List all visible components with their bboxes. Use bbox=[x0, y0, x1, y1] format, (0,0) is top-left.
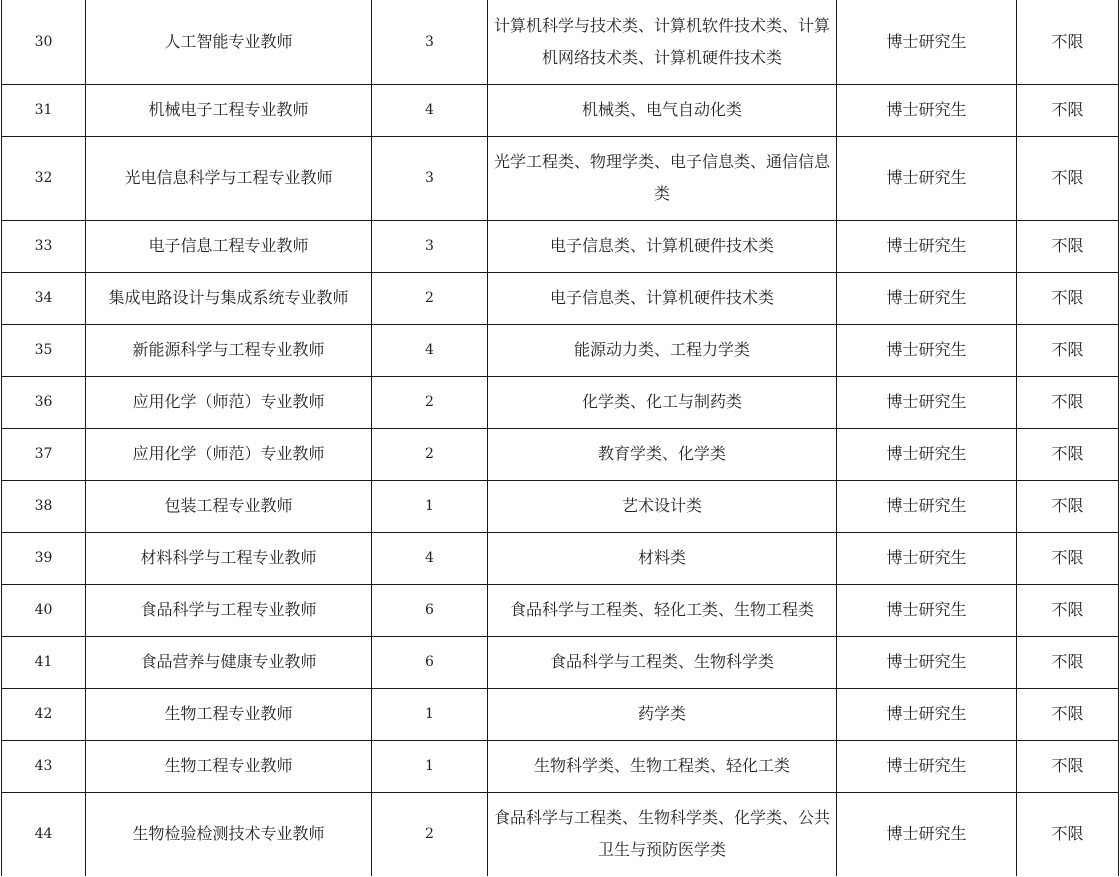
headcount-cell: 3 bbox=[372, 136, 488, 220]
education-cell: 博士研究生 bbox=[837, 220, 1017, 272]
major-cell: 计算机科学与技术类、计算机软件技术类、计算机网络技术类、计算机硬件技术类 bbox=[488, 0, 837, 84]
position-cell: 人工智能专业教师 bbox=[86, 0, 372, 84]
major-cell: 艺术设计类 bbox=[488, 480, 837, 532]
requirement-cell: 不限 bbox=[1017, 376, 1119, 428]
position-cell: 食品科学与工程专业教师 bbox=[86, 584, 372, 636]
position-cell: 机械电子工程专业教师 bbox=[86, 84, 372, 136]
table-row bbox=[2, 272, 1119, 324]
headcount-cell: 2 bbox=[372, 428, 488, 480]
major-cell: 能源动力类、工程力学类 bbox=[488, 324, 837, 376]
row-number-cell: 42 bbox=[2, 688, 86, 740]
table-row bbox=[2, 688, 1119, 740]
education-cell: 博士研究生 bbox=[837, 792, 1017, 876]
position-cell: 电子信息工程专业教师 bbox=[86, 220, 372, 272]
education-cell: 博士研究生 bbox=[837, 84, 1017, 136]
table-row bbox=[2, 220, 1119, 272]
position-cell: 光电信息科学与工程专业教师 bbox=[86, 136, 372, 220]
row-number-cell: 35 bbox=[2, 324, 86, 376]
requirement-cell: 不限 bbox=[1017, 584, 1119, 636]
requirement-cell: 不限 bbox=[1017, 428, 1119, 480]
education-cell: 博士研究生 bbox=[837, 532, 1017, 584]
major-cell: 药学类 bbox=[488, 688, 837, 740]
headcount-cell: 6 bbox=[372, 584, 488, 636]
major-cell: 食品科学与工程类、生物科学类、化学类、公共卫生与预防医学类 bbox=[488, 792, 837, 876]
education-cell: 博士研究生 bbox=[837, 480, 1017, 532]
education-cell: 博士研究生 bbox=[837, 428, 1017, 480]
table-row bbox=[2, 792, 1119, 876]
row-number-cell: 32 bbox=[2, 136, 86, 220]
education-cell: 博士研究生 bbox=[837, 136, 1017, 220]
position-cell: 应用化学（师范）专业教师 bbox=[86, 428, 372, 480]
major-cell: 生物科学类、生物工程类、轻化工类 bbox=[488, 740, 837, 792]
row-number-cell: 34 bbox=[2, 272, 86, 324]
table-row bbox=[2, 480, 1119, 532]
education-cell: 博士研究生 bbox=[837, 272, 1017, 324]
position-cell: 应用化学（师范）专业教师 bbox=[86, 376, 372, 428]
major-cell: 食品科学与工程类、轻化工类、生物工程类 bbox=[488, 584, 837, 636]
major-cell: 化学类、化工与制药类 bbox=[488, 376, 837, 428]
row-number-cell: 43 bbox=[2, 740, 86, 792]
table-row bbox=[2, 376, 1119, 428]
position-cell: 集成电路设计与集成系统专业教师 bbox=[86, 272, 372, 324]
education-cell: 博士研究生 bbox=[837, 0, 1017, 84]
row-number-cell: 30 bbox=[2, 0, 86, 84]
major-cell: 电子信息类、计算机硬件技术类 bbox=[488, 220, 837, 272]
education-cell: 博士研究生 bbox=[837, 688, 1017, 740]
position-cell: 食品营养与健康专业教师 bbox=[86, 636, 372, 688]
headcount-cell: 6 bbox=[372, 636, 488, 688]
headcount-cell: 2 bbox=[372, 792, 488, 876]
major-cell: 教育学类、化学类 bbox=[488, 428, 837, 480]
requirement-cell: 不限 bbox=[1017, 0, 1119, 84]
requirement-cell: 不限 bbox=[1017, 532, 1119, 584]
requirement-cell: 不限 bbox=[1017, 220, 1119, 272]
requirement-cell: 不限 bbox=[1017, 84, 1119, 136]
requirement-cell: 不限 bbox=[1017, 136, 1119, 220]
education-cell: 博士研究生 bbox=[837, 740, 1017, 792]
row-number-cell: 36 bbox=[2, 376, 86, 428]
headcount-cell: 1 bbox=[372, 480, 488, 532]
position-cell: 新能源科学与工程专业教师 bbox=[86, 324, 372, 376]
education-cell: 博士研究生 bbox=[837, 584, 1017, 636]
table-row bbox=[2, 428, 1119, 480]
requirement-cell: 不限 bbox=[1017, 688, 1119, 740]
requirement-cell: 不限 bbox=[1017, 324, 1119, 376]
row-number-cell: 44 bbox=[2, 792, 86, 876]
table-row bbox=[2, 84, 1119, 136]
headcount-cell: 2 bbox=[372, 376, 488, 428]
headcount-cell: 4 bbox=[372, 532, 488, 584]
education-cell: 博士研究生 bbox=[837, 376, 1017, 428]
table-row bbox=[2, 740, 1119, 792]
recruitment-table bbox=[1, 0, 1119, 876]
table-row bbox=[2, 136, 1119, 220]
headcount-cell: 1 bbox=[372, 688, 488, 740]
headcount-cell: 2 bbox=[372, 272, 488, 324]
headcount-cell: 3 bbox=[372, 220, 488, 272]
requirement-cell: 不限 bbox=[1017, 792, 1119, 876]
table-row bbox=[2, 324, 1119, 376]
headcount-cell: 1 bbox=[372, 740, 488, 792]
row-number-cell: 31 bbox=[2, 84, 86, 136]
row-number-cell: 37 bbox=[2, 428, 86, 480]
row-number-cell: 33 bbox=[2, 220, 86, 272]
row-number-cell: 39 bbox=[2, 532, 86, 584]
major-cell: 机械类、电气自动化类 bbox=[488, 84, 837, 136]
position-cell: 生物工程专业教师 bbox=[86, 688, 372, 740]
education-cell: 博士研究生 bbox=[837, 636, 1017, 688]
position-cell: 材料科学与工程专业教师 bbox=[86, 532, 372, 584]
table-row bbox=[2, 532, 1119, 584]
requirement-cell: 不限 bbox=[1017, 480, 1119, 532]
headcount-cell: 3 bbox=[372, 0, 488, 84]
position-cell: 生物工程专业教师 bbox=[86, 740, 372, 792]
position-cell: 生物检验检测技术专业教师 bbox=[86, 792, 372, 876]
row-number-cell: 41 bbox=[2, 636, 86, 688]
major-cell: 材料类 bbox=[488, 532, 837, 584]
requirement-cell: 不限 bbox=[1017, 740, 1119, 792]
headcount-cell: 4 bbox=[372, 324, 488, 376]
requirement-cell: 不限 bbox=[1017, 272, 1119, 324]
table-row bbox=[2, 636, 1119, 688]
requirement-cell: 不限 bbox=[1017, 636, 1119, 688]
table-row bbox=[2, 0, 1119, 84]
table-row bbox=[2, 584, 1119, 636]
headcount-cell: 4 bbox=[372, 84, 488, 136]
major-cell: 食品科学与工程类、生物科学类 bbox=[488, 636, 837, 688]
row-number-cell: 38 bbox=[2, 480, 86, 532]
major-cell: 光学工程类、物理学类、电子信息类、通信信息类 bbox=[488, 136, 837, 220]
position-cell: 包装工程专业教师 bbox=[86, 480, 372, 532]
row-number-cell: 40 bbox=[2, 584, 86, 636]
major-cell: 电子信息类、计算机硬件技术类 bbox=[488, 272, 837, 324]
education-cell: 博士研究生 bbox=[837, 324, 1017, 376]
